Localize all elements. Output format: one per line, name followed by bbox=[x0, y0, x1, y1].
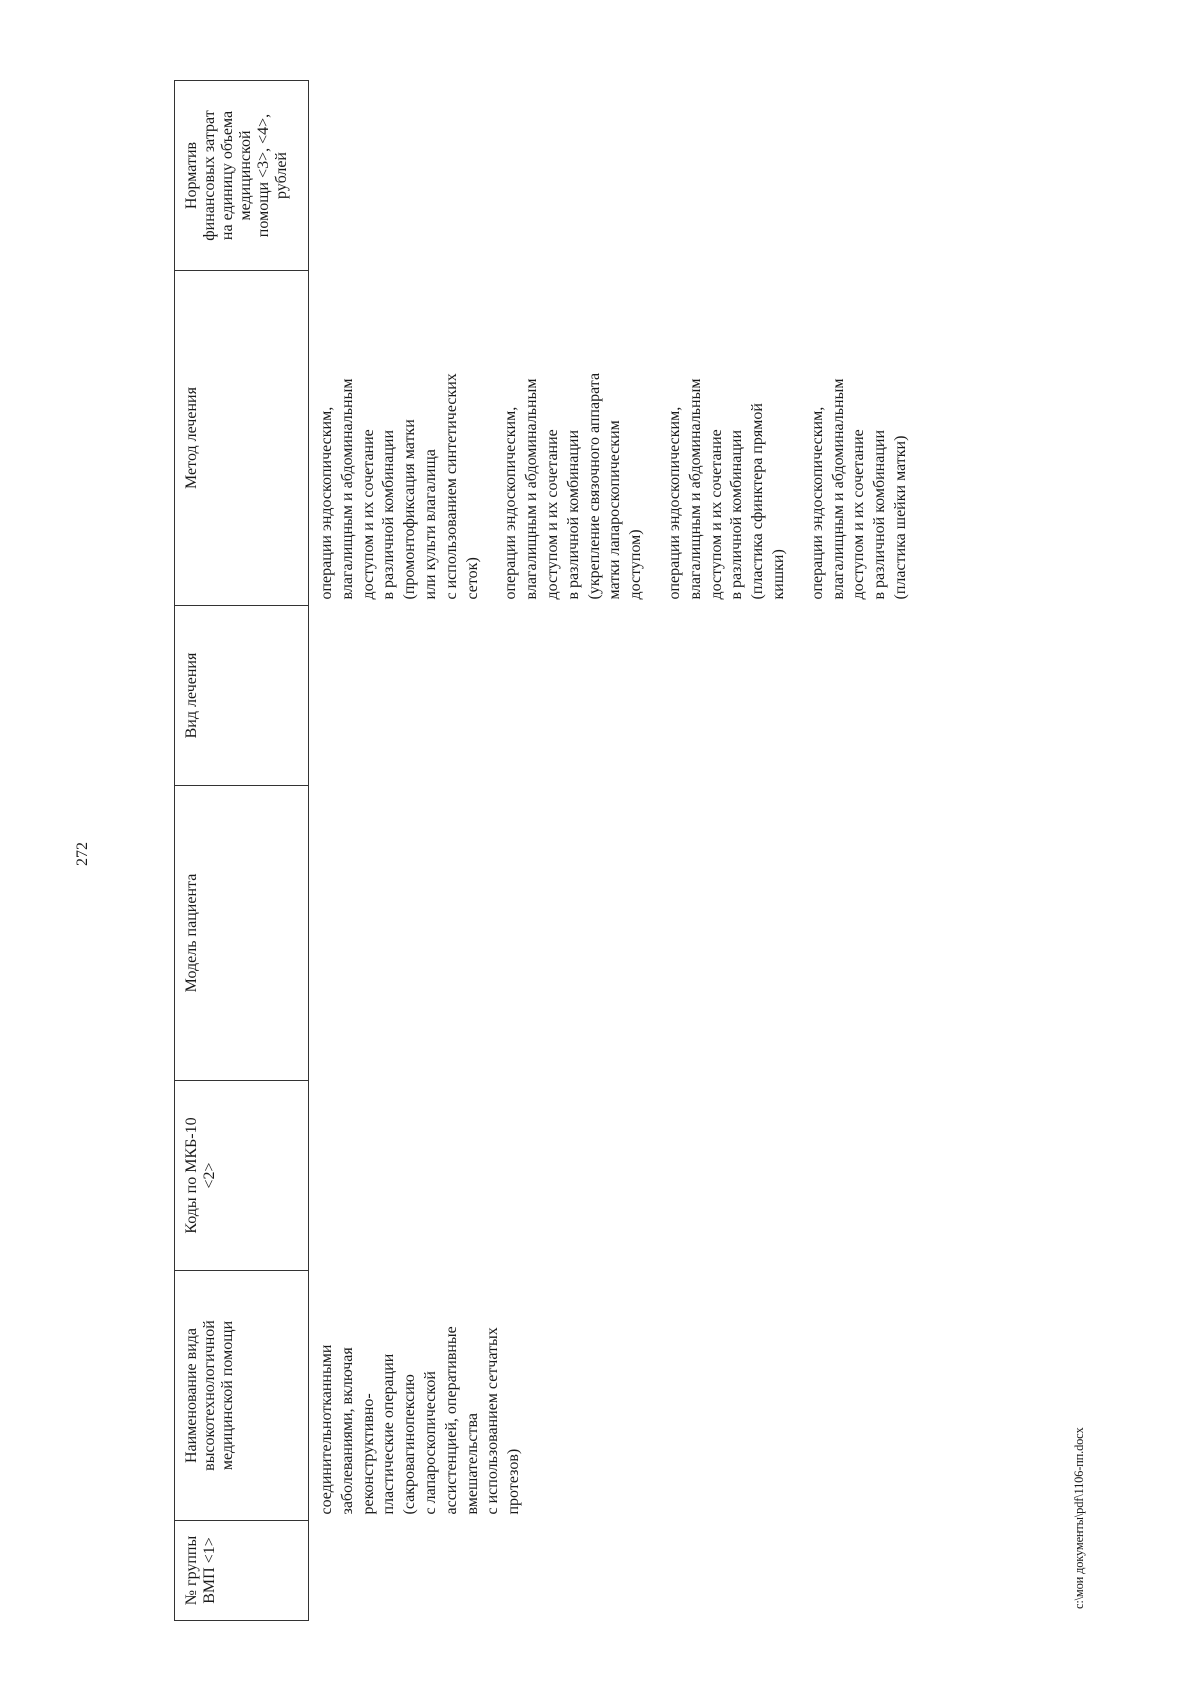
treatment-method-item: операции эндоскопическим, влагалищным и абдоминальным доступом и их сочетание в различной комбинации (промонтофиксация матки или культи влагалища с использованием синтетических сеток) bbox=[318, 373, 481, 600]
cell-treatment-method bbox=[309, 271, 938, 606]
cell-patient-model bbox=[309, 786, 938, 1081]
header-name: Наименование вида высокотехнологичной медицинской помощи bbox=[175, 1271, 309, 1521]
header-patient-model: Модель пациента bbox=[175, 786, 309, 1081]
cell-group-no bbox=[309, 1521, 938, 1621]
treatment-method-item: операции эндоскопическим, влагалищным и абдоминальным доступом и их сочетание в различной комбинации (пластика сфинктера прямой кишки) bbox=[665, 378, 787, 600]
header-icd-codes: Коды по МКБ-10 <2> bbox=[175, 1081, 309, 1271]
header-group-no: № группы ВМП <1> bbox=[175, 1521, 309, 1621]
cell-name: соединительнотканными заболеваниями, включая реконструктивно- пластические операции (сакровагинопексию с лапароскопической ассистенцией, оперативные вмешательства с использованием сетчатых протезов) bbox=[318, 1326, 523, 1515]
header-treatment-type: Вид лечения bbox=[175, 606, 309, 786]
page-number: 272 bbox=[74, 842, 91, 866]
cell-treatment-type bbox=[309, 606, 938, 786]
vmp-table bbox=[174, 80, 938, 1621]
treatment-method-item: операции эндоскопическим, влагалищным и абдоминальным доступом и их сочетание в различной комбинации (пластика шейки матки) bbox=[808, 378, 909, 600]
table-header-row bbox=[175, 81, 309, 1621]
table-row bbox=[309, 81, 938, 1621]
header-cost-norm: Норматив финансовых затрат на единицу объема медицинской помощи <3>, <4>, рублей bbox=[175, 81, 309, 271]
cell-cost-norm bbox=[309, 81, 938, 271]
header-treatment-method: Метод лечения bbox=[175, 271, 309, 606]
treatment-method-item: операции эндоскопическим, влагалищным и абдоминальным доступом и их сочетание в различной комбинации (укрепление связочного аппарата матки лапароскопическим доступом) bbox=[502, 372, 645, 600]
cell-icd-codes bbox=[309, 1081, 938, 1271]
footer-file-path: c:\мои документы\pdf\1106-пп.docx bbox=[1072, 1427, 1086, 1609]
